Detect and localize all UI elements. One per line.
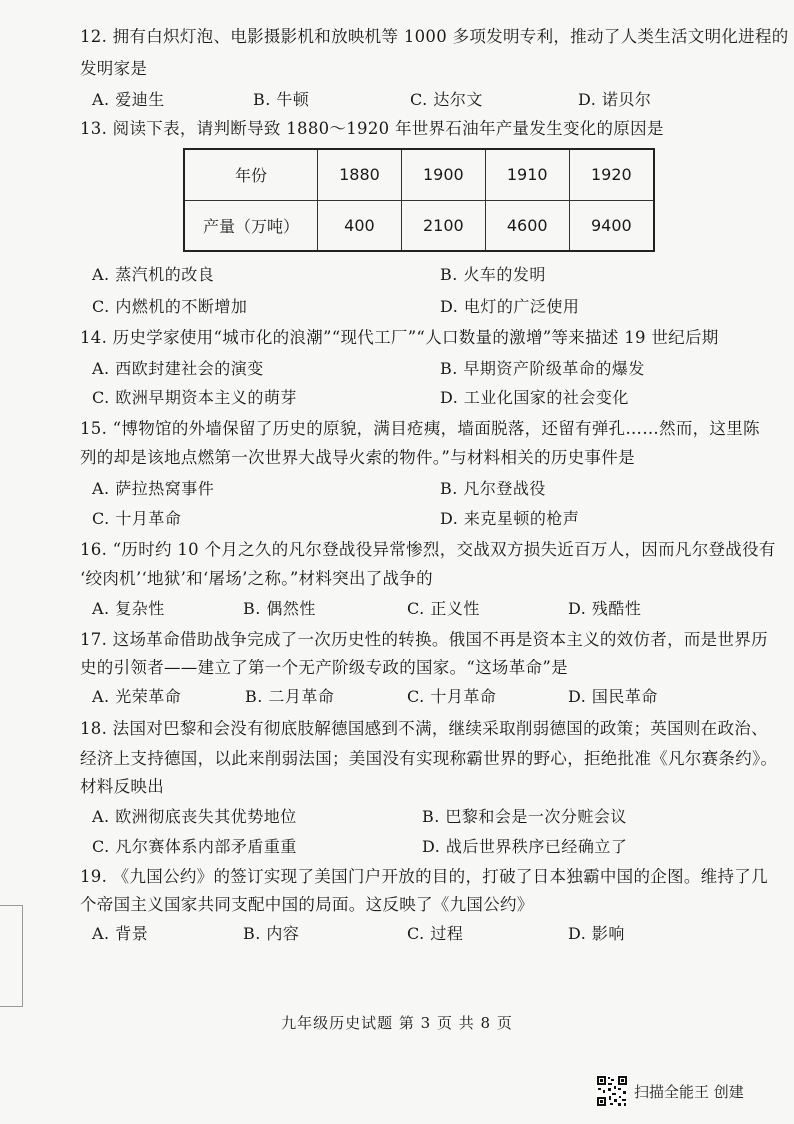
q12-stem-line2: 发明家是	[80, 59, 148, 78]
q12-option-c: C. 达尔文	[410, 90, 483, 109]
q16-stem-line2: ‘绞肉机’‘地狱’和‘屠场’之称。”材料突出了战争的	[80, 569, 433, 588]
q16-option-b: B. 偶然性	[243, 599, 316, 618]
q17-option-c: C. 十月革命	[407, 687, 497, 706]
q13-stem-line1: 13. 阅读下表，请判断导致 1880～1920 年世界石油年产量发生变化的原因是	[80, 119, 664, 138]
table-cell: 4600	[485, 200, 569, 251]
q15-stem-line2: 列的却是该地点燃第一次世界大战导火索的物件。”与材料相关的历史事件是	[80, 448, 635, 467]
q13-option-b: B. 火车的发明	[440, 265, 546, 284]
q12-option-d: D. 诺贝尔	[578, 90, 652, 109]
q17-option-b: B. 二月革命	[245, 687, 335, 706]
q18-option-a: A. 欧洲彻底丧失其优势地位	[92, 807, 297, 826]
q14-option-c: C. 欧洲早期资本主义的萌芽	[92, 388, 297, 407]
qr-code-icon	[596, 1075, 628, 1107]
scanner-watermark-text: 扫描全能王 创建	[634, 1082, 744, 1101]
q15-stem-line1: 15. “博物馆的外墙保留了历史的原貌，满目疮痍，墙面脱落，还留有弹孔……然而，这里陈	[80, 419, 760, 438]
q15-option-b: B. 凡尔登战役	[440, 479, 546, 498]
q15-option-c: C. 十月革命	[92, 509, 182, 528]
q15-option-d: D. 来克星顿的枪声	[440, 509, 580, 528]
q16-stem-line1: 16. “历时约 10 个月之久的凡尔登战役异常惨烈，交战双方损失近百万人，因而凡尔登战役有	[80, 540, 776, 559]
q19-stem-line1: 19. 《九国公约》的签订实现了美国门户开放的目的，打破了日本独霸中国的企图。维持了几	[80, 867, 768, 886]
table-cell: 1900	[401, 149, 485, 200]
q18-stem-line3: 材料反映出	[80, 777, 164, 796]
table-cell: 1920	[569, 149, 654, 200]
table-cell: 9400	[569, 200, 654, 251]
q18-stem-line2: 经济上支持德国，以此来削弱法国；美国没有实现称霸世界的野心，拒绝批准《凡尔赛条约》。	[80, 749, 778, 768]
q14-option-a: A. 西欧封建社会的演变	[92, 359, 264, 378]
q14-option-b: B. 早期资产阶级革命的爆发	[440, 359, 645, 378]
q19-option-d: D. 影响	[568, 924, 625, 943]
q13-option-c: C. 内燃机的不断增加	[92, 297, 248, 316]
q19-option-c: C. 过程	[407, 924, 464, 943]
table-row-years	[184, 149, 654, 200]
q18-option-c: C. 凡尔赛体系内部矛盾重重	[92, 837, 297, 856]
q17-stem-line1: 17. 这场革命借助战争完成了一次历史性的转换。俄国不再是资本主义的效仿者，而是世界历	[80, 630, 768, 649]
q17-option-d: D. 国民革命	[568, 687, 658, 706]
q18-stem-line1: 18. 法国对巴黎和会没有彻底肢解德国感到不满，继续采取削弱德国的政策；英国则在政治、	[80, 719, 768, 738]
q15-option-a: A. 萨拉热窝事件	[92, 479, 215, 498]
q16-option-a: A. 复杂性	[92, 599, 165, 618]
scanner-watermark	[596, 1075, 744, 1107]
table-header-output: 产量（万吨）	[184, 200, 318, 251]
q19-option-b: B. 内容	[243, 924, 300, 943]
q18-option-d: D. 战后世界秩序已经确立了	[422, 837, 628, 856]
q17-stem-line2: 史的引领者——建立了第一个无产阶级专政的国家。“这场革命”是	[80, 658, 568, 677]
q19-stem-line2: 个帝国主义国家共同支配中国的局面。这反映了《九国公约》	[80, 895, 534, 914]
page-footer: 九年级历史试题 第 3 页 共 8 页	[281, 1014, 513, 1032]
table-cell: 1910	[485, 149, 569, 200]
table-row-output	[184, 200, 654, 251]
q12-stem-line1: 12. 拥有白炽灯泡、电影摄影机和放映机等 1000 多项发明专利，推动了人类生活文明化进程的	[80, 27, 789, 46]
q12-option-b: B. 牛顿	[253, 90, 310, 109]
q14-option-d: D. 工业化国家的社会变化	[440, 388, 629, 407]
q13-option-a: A. 蒸汽机的改良	[92, 265, 215, 284]
q16-option-c: C. 正义性	[407, 599, 480, 618]
q17-option-a: A. 光荣革命	[92, 687, 182, 706]
table-cell: 2100	[401, 200, 485, 251]
table-cell: 1880	[318, 149, 402, 200]
q18-option-b: B. 巴黎和会是一次分赃会议	[422, 807, 627, 826]
table-cell: 400	[318, 200, 402, 251]
q16-option-d: D. 残酷性	[568, 599, 642, 618]
oil-output-table	[183, 148, 655, 252]
table-header-year: 年份	[184, 149, 318, 200]
q14-stem-line1: 14. 历史学家使用“城市化的浪潮”“现代工厂”“人口数量的激增”等来描述 19 世纪后期	[80, 328, 719, 347]
q19-option-a: A. 背景	[92, 924, 149, 943]
q12-option-a: A. 爱迪生	[92, 90, 165, 109]
q13-option-d: D. 电灯的广泛使用	[440, 297, 580, 316]
binding-margin-box	[0, 905, 23, 1007]
